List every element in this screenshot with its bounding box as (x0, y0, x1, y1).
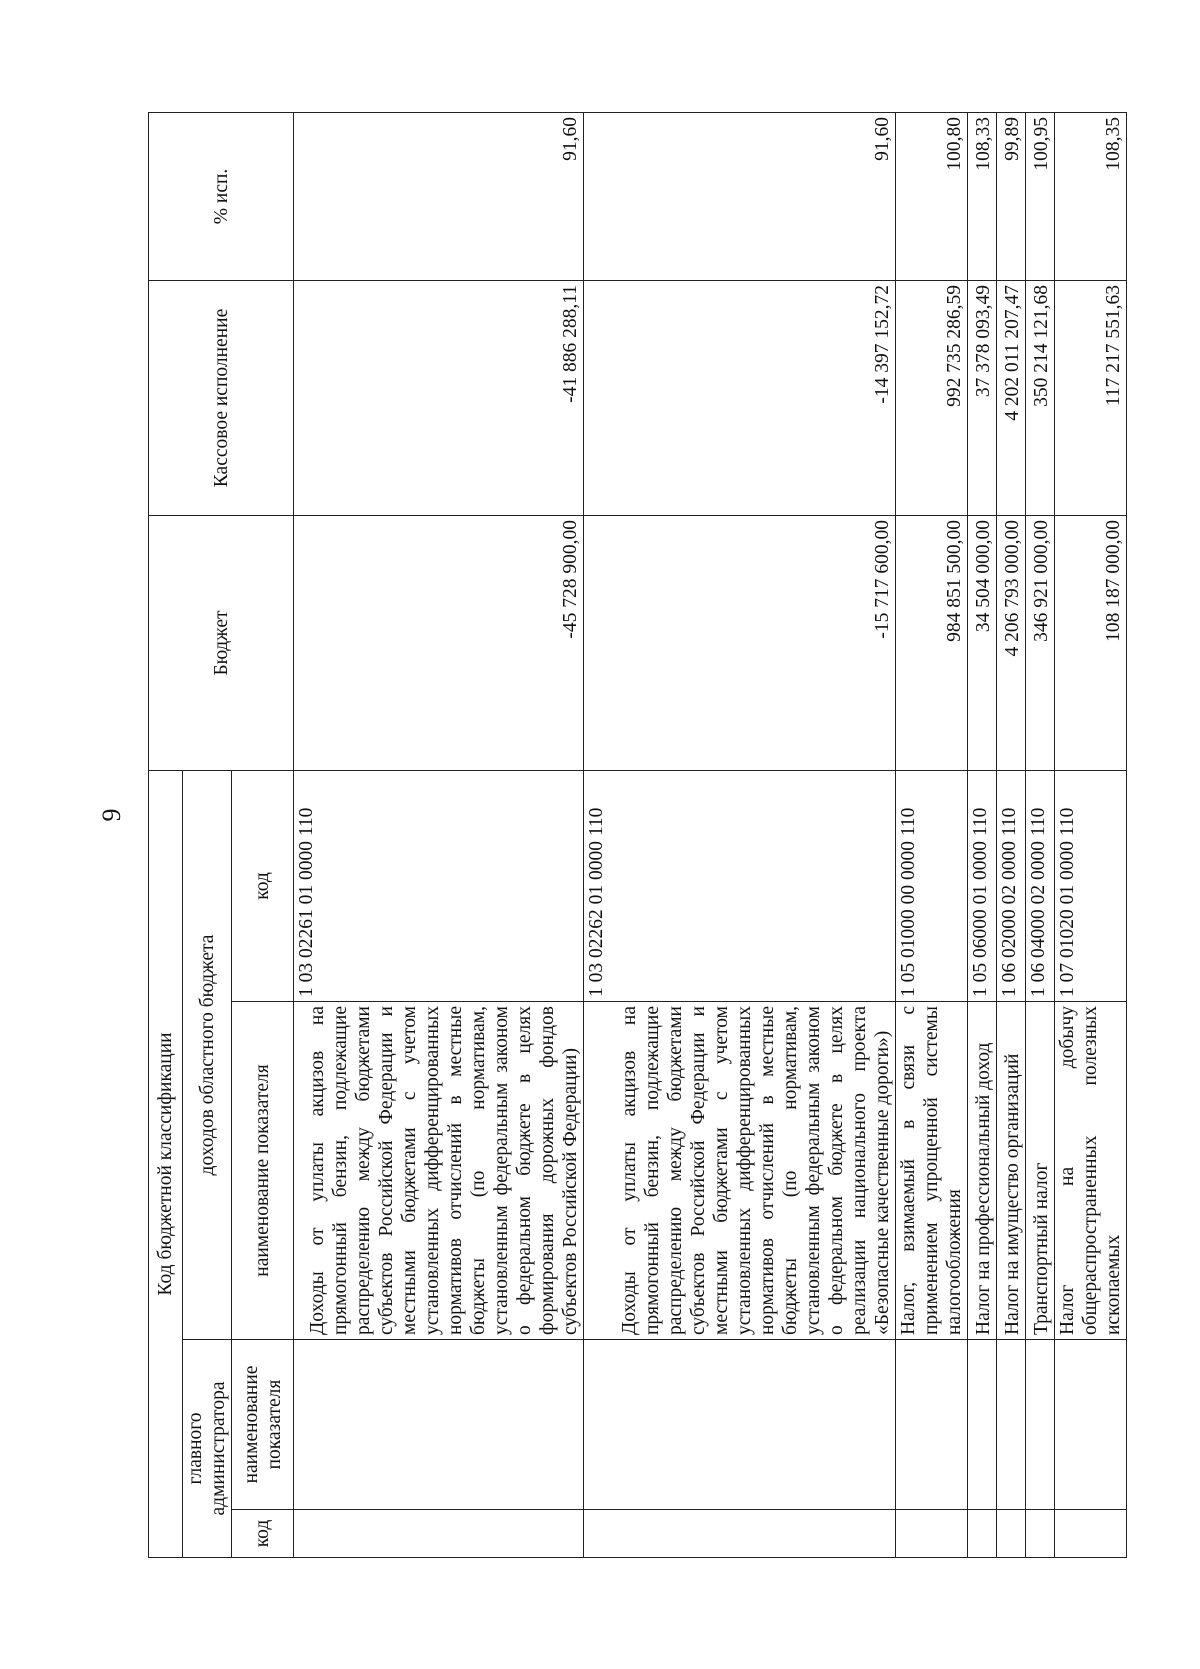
admin-name-cell (1054, 1339, 1126, 1509)
admin-name-cell (895, 1339, 967, 1509)
income-code-cell: 1 07 01020 01 0000 110 (1054, 770, 1126, 1001)
cash-cell: 350 214 121,68 (1025, 280, 1054, 515)
admin-name-cell (996, 1339, 1025, 1509)
cash-cell: 117 217 551,63 (1054, 280, 1126, 515)
table-row (895, 112, 967, 1557)
percent-cell: 91,60 (583, 112, 895, 280)
admin-code-cell (583, 1509, 895, 1557)
percent-cell: 100,95 (1025, 112, 1054, 280)
income-name-cell: Доходы от уплаты акцизов на прямогонный бензин, подлежащие распределению между бюджетами субъектов Российской Федерации и местными бюджетами с учетом установленных дифференцированных нормативов отчислений в местные бюджеты (по нормативам, установленным федеральным законом о федеральном бюджете в целях формирования дорожных фондов субъектов Российской Федерации) (293, 1001, 583, 1339)
rotated-table-container (148, 113, 1124, 1558)
income-code-cell: 1 06 04000 02 0000 110 (1025, 770, 1054, 1001)
income-name-cell: Налог на добычу общераспространенных полезных ископаемых (1054, 1001, 1126, 1339)
admin-code-cell (1054, 1509, 1126, 1557)
page-number: 9 (97, 808, 126, 822)
budget-cell: 108 187 000,00 (1054, 515, 1126, 770)
income-code-cell: 1 03 02261 01 0000 110 (293, 770, 583, 1001)
admin-code-cell (895, 1509, 967, 1557)
header-budget: Бюджет (148, 515, 293, 770)
percent-cell: 91,60 (293, 112, 583, 280)
header-admin-group: главного администратора (182, 1339, 231, 1557)
admin-code-cell (1025, 1509, 1054, 1557)
budget-cell: 346 921 000,00 (1025, 515, 1054, 770)
admin-name-cell (293, 1339, 583, 1509)
admin-code-cell (293, 1509, 583, 1557)
admin-code-cell (967, 1509, 996, 1557)
header-admin-code: код (231, 1509, 293, 1557)
header-income-code: код (231, 770, 293, 1001)
budget-cell: 34 504 000,00 (967, 515, 996, 770)
table-row (996, 112, 1025, 1557)
income-code-cell: 1 05 06000 01 0000 110 (967, 770, 996, 1001)
admin-name-cell (1025, 1339, 1054, 1509)
table-row (967, 112, 996, 1557)
percent-cell: 100,80 (895, 112, 967, 280)
cash-cell: -14 397 152,72 (583, 280, 895, 515)
table-row (1025, 112, 1054, 1557)
income-name-cell: Налог на имущество организаций (996, 1001, 1025, 1339)
table-row (1054, 112, 1126, 1557)
income-name-cell: Налог на профессиональный доход (967, 1001, 996, 1339)
table-row (583, 112, 895, 1557)
admin-name-cell (583, 1339, 895, 1509)
header-cash: Кассовое исполнение (148, 280, 293, 515)
income-name-cell: Транспортный налог (1025, 1001, 1054, 1339)
cash-cell: 992 735 286,59 (895, 280, 967, 515)
admin-name-cell (967, 1339, 996, 1509)
header-admin-name: наименование показателя (231, 1339, 293, 1509)
income-name-cell: Доходы от уплаты акцизов на прямогонный бензин, подлежащие распределению между бюджетами субъектов Российской Федерации и местными бюджетами с учетом установленных дифференцированных нормативов отчислений в местные бюджеты (по нормативам, установленным федеральным законом о федеральном бюджете в целях реализации национального проекта «Безопасные качественные дороги») (583, 1001, 895, 1339)
percent-cell: 108,33 (967, 112, 996, 280)
income-code-cell: 1 06 02000 02 0000 110 (996, 770, 1025, 1001)
table-row (293, 112, 583, 1557)
budget-cell: 984 851 500,00 (895, 515, 967, 770)
cash-cell: 4 202 011 207,47 (996, 280, 1025, 515)
budget-cell: -45 728 900,00 (293, 515, 583, 770)
income-code-cell: 1 03 02262 01 0000 110 (583, 770, 895, 1001)
budget-cell: -15 717 600,00 (583, 515, 895, 770)
cash-cell: -41 886 288,11 (293, 280, 583, 515)
header-percent: % исп. (148, 112, 293, 280)
budget-table (148, 111, 1127, 1557)
budget-cell: 4 206 793 000,00 (996, 515, 1025, 770)
admin-code-cell (996, 1509, 1025, 1557)
income-name-cell: Налог, взимаемый в связи с применением упрощенной системы налогообложения (895, 1001, 967, 1339)
header-income-name: наименование показателя (231, 1001, 293, 1339)
percent-cell: 108,35 (1054, 112, 1126, 280)
percent-cell: 99,89 (996, 112, 1025, 280)
cash-cell: 37 378 093,49 (967, 280, 996, 515)
header-classification: Код бюджетной классификации (148, 770, 182, 1557)
income-code-cell: 1 05 01000 00 0000 110 (895, 770, 967, 1001)
header-income-group: доходов областного бюджета (182, 770, 231, 1339)
